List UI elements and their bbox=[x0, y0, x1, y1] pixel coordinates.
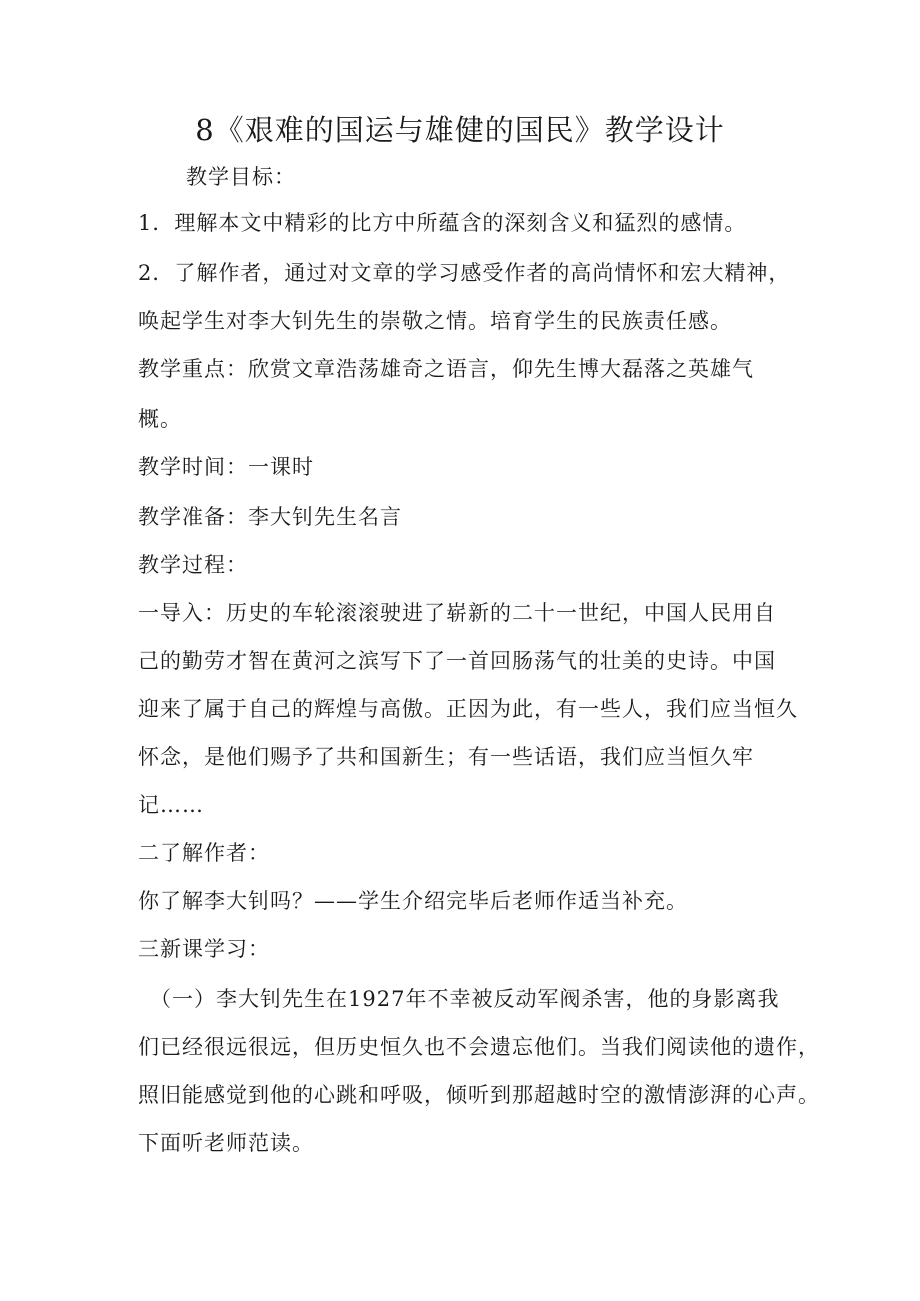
new-lesson-heading: 三新课学习： bbox=[138, 937, 270, 961]
objective-2-line-2: 唤起学生对李大钊先生的崇敬之情。培育学生的民族责任感。 bbox=[138, 309, 732, 333]
key-point-line-2: 概。 bbox=[138, 407, 182, 431]
intro-line-5: 记…… bbox=[138, 793, 204, 817]
key-point-line-1: 教学重点：欣赏文章浩荡雄奇之语言，仰先生博大磊落之英雄气 bbox=[138, 357, 754, 381]
part1-line-2: 们已经很远很远，但历史恒久也不会遗忘他们。当我们阅读他的遗作， bbox=[138, 1035, 820, 1059]
part1-line-3: 照旧能感觉到他的心跳和呼吸，倾听到那超越时空的激情澎湃的心声。 bbox=[138, 1083, 820, 1107]
process-heading: 教学过程： bbox=[138, 553, 248, 577]
intro-line-4: 怀念，是他们赐予了共和国新生；有一些话语，我们应当恒久牢 bbox=[138, 745, 754, 769]
objectives-heading: 教学目标： bbox=[186, 165, 296, 189]
objective-2-line-1: 2．了解作者，通过对文章的学习感受作者的高尚情怀和宏大精神， bbox=[138, 261, 791, 285]
document-title: 8《艰难的国运与雄健的国民》教学设计 bbox=[195, 113, 725, 147]
author-heading: 二了解作者： bbox=[138, 841, 270, 865]
intro-line-1: 一导入：历史的车轮滚滚驶进了崭新的二十一世纪，中国人民用自 bbox=[138, 601, 776, 625]
teaching-time: 教学时间：一课时 bbox=[138, 455, 314, 479]
part1-line-1: （一）李大钊先生在1927年不幸被反动军阀杀害，他的身影离我 bbox=[150, 987, 780, 1011]
intro-line-2: 己的勤劳才智在黄河之滨写下了一首回肠荡气的壮美的史诗。中国 bbox=[138, 649, 776, 673]
objective-1: 1．理解本文中精彩的比方中所蕴含的深刻含义和猛烈的感情。 bbox=[138, 211, 747, 235]
author-text: 你了解李大钊吗？——学生介绍完毕后老师作适当补充。 bbox=[138, 889, 688, 913]
teaching-preparation: 教学准备：李大钊先生名言 bbox=[138, 505, 402, 529]
part1-line-4: 下面听老师范读。 bbox=[138, 1131, 314, 1155]
intro-line-3: 迎来了属于自己的辉煌与高傲。正因为此，有一些人，我们应当恒久 bbox=[138, 697, 798, 721]
